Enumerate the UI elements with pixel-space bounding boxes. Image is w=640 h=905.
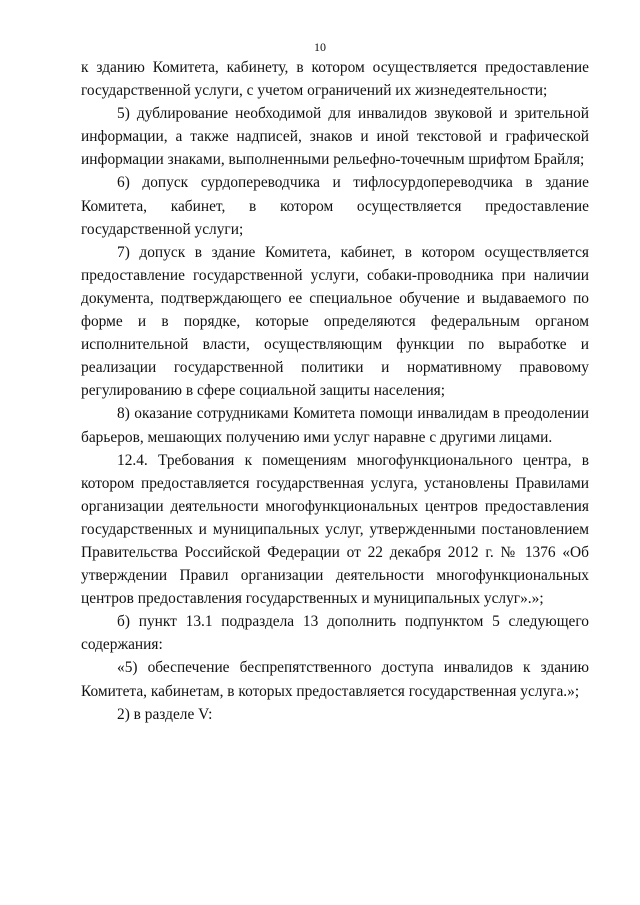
paragraph: 7) допуск в здание Комитета, кабинет, в котором осуществляется предоставление государственной услуги, собаки-проводника при наличии документа, подтверждающего ее специальное обучение и выдаваемого по форме и в порядке, которые определяются федеральным органом исполнительной власти, осуществляющим функции по выработке и реализации государственной политики и нормативному правовому регулированию в сфере социальной защиты населения; [81,243,589,400]
paragraph: 12.4. Требования к помещениям многофункционального центра, в котором предоставляется государственная услуга, установлены Правилами организации деятельности многофункциональных центров предоставления государственных и муниципальных услуг, утвержденными постановлением Правительства Российской Федерации от 22 декабря 2012 г. № 1376 «Об утверждении Правил организации деятельности многофункциональных центров предоставления государственных и муниципальных услуг».»; [81,451,589,608]
paragraph: к зданию Комитета, кабинету, в котором осуществляется предоставление государственной услуги, с учетом ограничений их жизнедеятельности; [81,59,589,100]
paragraph: 2) в разделе V: [117,705,213,723]
paragraph: 6) допуск сурдопереводчика и тифлосурдопереводчика в здание Комитета, кабинет, в котором осуществляется предоставление государственной услуги; [81,174,589,238]
paragraph: б) пункт 13.1 подраздела 13 дополнить подпунктом 5 следующего содержания: [81,613,589,654]
paragraph: 8) оказание сотрудниками Комитета помощи инвалидам в преодолении барьеров, мешающих получению ими услуг наравне с другими лицами. [81,405,589,446]
paragraph: 5) дублирование необходимой для инвалидов звуковой и зрительной информации, а также надписей, знаков и иной текстовой и графической информации знаками, выполненными рельефно-точечным шрифтом Брайля; [81,105,589,169]
paragraph: «5) обеспечение беспрепятственного доступа инвалидов к зданию Комитета, кабинетам, в которых предоставляется государственная услуга.»; [81,659,589,700]
page-number: 10 [314,40,326,54]
body-text [81,56,589,726]
